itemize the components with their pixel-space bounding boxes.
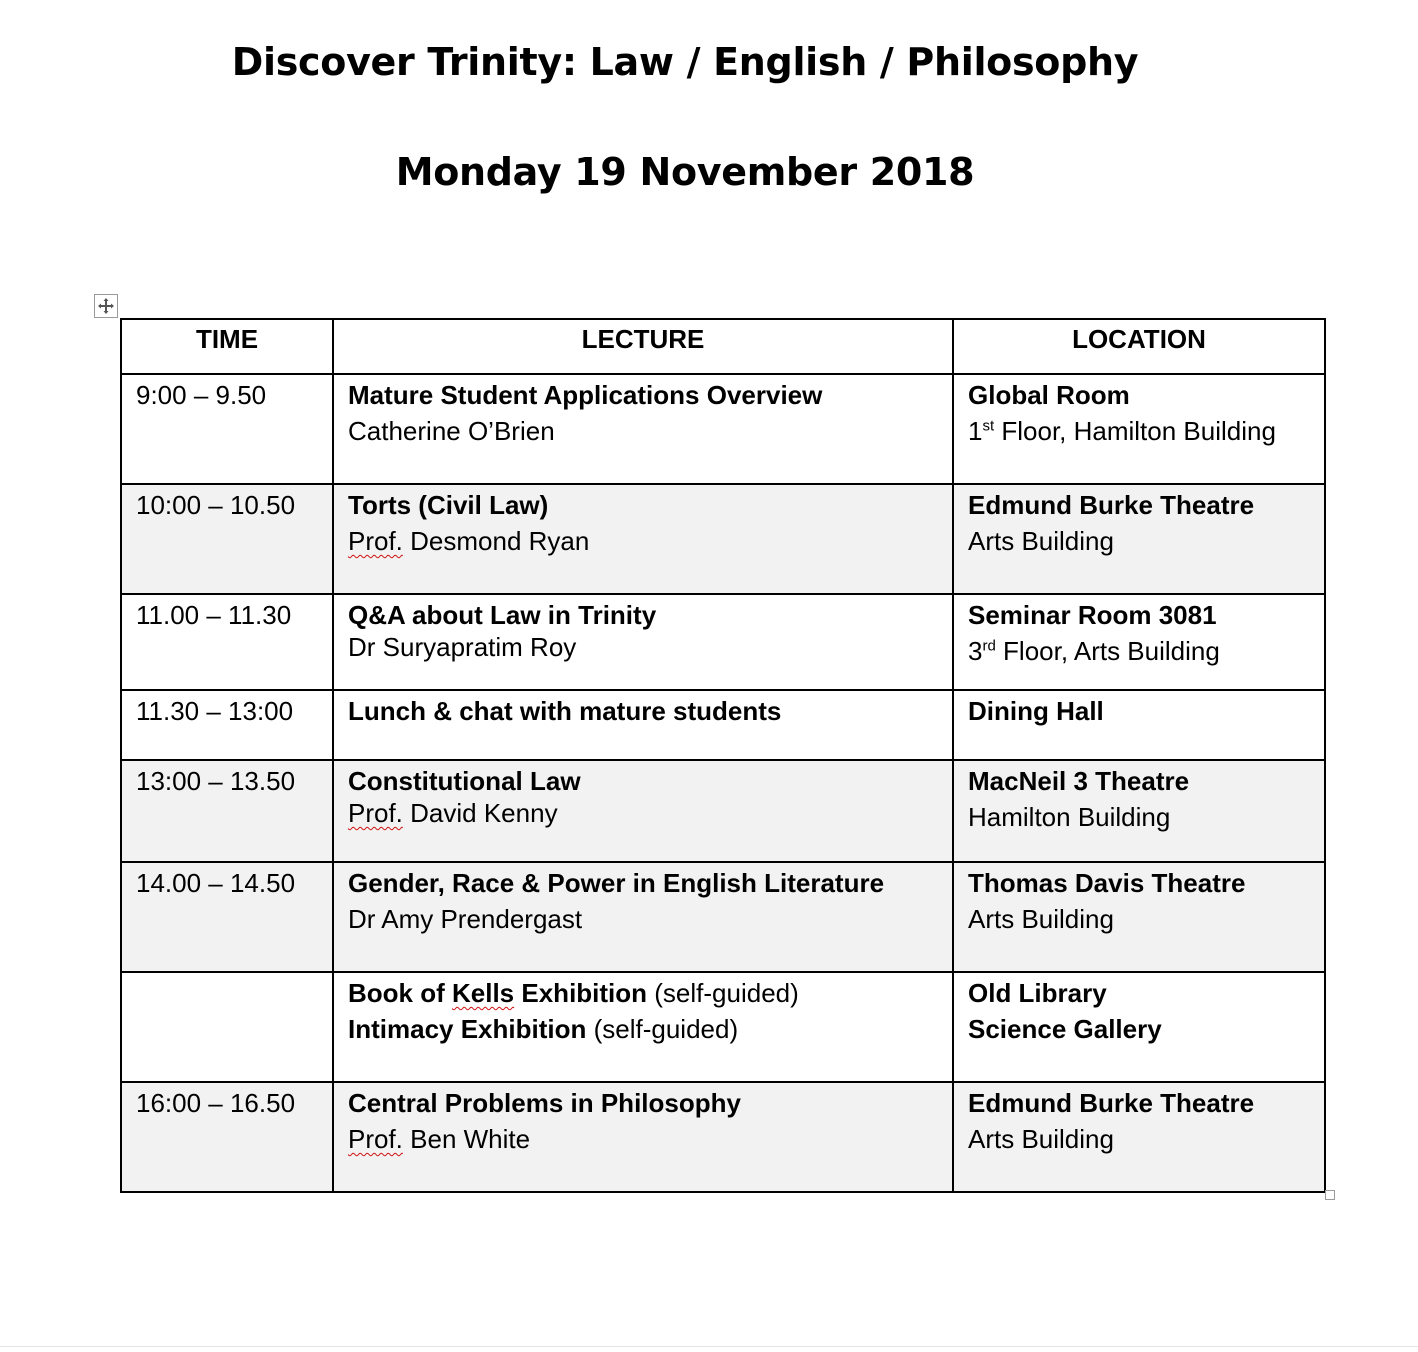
lecture-title: Gender, Race & Power in English Literature — [348, 868, 885, 898]
time-cell: 14.00 – 14.50 — [121, 862, 333, 972]
lecture-title: Torts (Civil Law) — [348, 490, 549, 520]
location-name: Dining Hall — [968, 696, 1104, 726]
move-arrows-icon — [97, 297, 115, 315]
location-detail: 3rd Floor, Arts Building — [968, 636, 1220, 666]
location-name: Edmund Burke Theatre — [968, 490, 1255, 520]
lecturer-name: Catherine O’Brien — [348, 416, 555, 446]
table-resize-handle[interactable] — [1325, 1190, 1335, 1200]
location-name: Old Library — [968, 978, 1107, 1008]
schedule-table — [120, 318, 1326, 1193]
location-cell — [953, 862, 1325, 972]
lecture-cell — [333, 760, 953, 862]
time-cell: 9:00 – 9.50 — [121, 374, 333, 484]
location-cell — [953, 1082, 1325, 1192]
time-cell — [121, 972, 333, 1082]
lecture-title: Mature Student Applications Overview — [348, 380, 823, 410]
lecture-title: Lunch & chat with mature students — [348, 696, 782, 726]
lecture-cell — [333, 690, 953, 760]
lecture-line: Intimacy Exhibition (self-guided) — [348, 1014, 739, 1044]
spellcheck-flagged-word[interactable]: Prof. — [348, 526, 403, 556]
lecture-cell — [333, 374, 953, 484]
location-cell — [953, 594, 1325, 690]
lecturer-name: Dr Amy Prendergast — [348, 904, 583, 934]
location-cell — [953, 760, 1325, 862]
time-cell: 11.00 – 11.30 — [121, 594, 333, 690]
table-row — [121, 690, 1325, 760]
table-row — [121, 594, 1325, 690]
location-name: Thomas Davis Theatre — [968, 868, 1246, 898]
location-detail: Arts Building — [968, 1124, 1114, 1154]
time-cell: 16:00 – 16.50 — [121, 1082, 333, 1192]
table-row — [121, 374, 1325, 484]
time-cell: 13:00 – 13.50 — [121, 760, 333, 862]
location-name: Edmund Burke Theatre — [968, 1088, 1255, 1118]
lecture-line: Book of Kells Exhibition (self-guided) — [348, 978, 799, 1008]
location-name: MacNeil 3 Theatre — [968, 766, 1190, 796]
spellcheck-flagged-word[interactable]: Prof. — [348, 798, 403, 828]
header-time: TIME — [121, 319, 333, 374]
lecture-title: Q&A about Law in Trinity — [348, 600, 657, 630]
time-cell: 11.30 – 13:00 — [121, 690, 333, 760]
page-bottom-divider — [0, 1346, 1418, 1347]
spellcheck-flagged-word[interactable]: Prof. — [348, 1124, 403, 1154]
document-title: Discover Trinity: Law / English / Philosophy — [231, 40, 1139, 84]
location-name: Global Room — [968, 380, 1130, 410]
location-detail: Arts Building — [968, 526, 1114, 556]
lecture-cell — [333, 972, 953, 1082]
table-row — [121, 760, 1325, 862]
lecture-cell — [333, 484, 953, 594]
lecture-cell — [333, 862, 953, 972]
table-row — [121, 484, 1325, 594]
location-cell — [953, 484, 1325, 594]
document-date: Monday 19 November 2018 — [395, 150, 975, 194]
location-name: Science Gallery — [968, 1014, 1162, 1044]
location-cell — [953, 374, 1325, 484]
header-location: LOCATION — [953, 319, 1325, 374]
location-name: Seminar Room 3081 — [968, 600, 1217, 630]
time-cell: 10:00 – 10.50 — [121, 484, 333, 594]
table-row — [121, 1082, 1325, 1192]
lecturer-name: Prof. Ben White — [348, 1124, 531, 1154]
lecturer-name: Prof. David Kenny — [348, 798, 558, 828]
spellcheck-flagged-word[interactable]: Kells — [452, 978, 515, 1008]
lecture-cell — [333, 1082, 953, 1192]
lecture-cell — [333, 594, 953, 690]
table-row — [121, 972, 1325, 1082]
location-cell — [953, 972, 1325, 1082]
location-cell — [953, 690, 1325, 760]
location-detail: Arts Building — [968, 904, 1114, 934]
table-row — [121, 862, 1325, 972]
lecturer-name: Dr Suryapratim Roy — [348, 632, 577, 662]
lecture-title: Constitutional Law — [348, 766, 581, 796]
location-detail: 1st Floor, Hamilton Building — [968, 416, 1276, 446]
header-lecture: LECTURE — [333, 319, 953, 374]
table-header-row — [121, 319, 1325, 374]
location-detail: Hamilton Building — [968, 802, 1171, 832]
table-move-handle-icon[interactable] — [94, 294, 118, 318]
lecture-title: Central Problems in Philosophy — [348, 1088, 741, 1118]
lecturer-name: Prof. Desmond Ryan — [348, 526, 590, 556]
